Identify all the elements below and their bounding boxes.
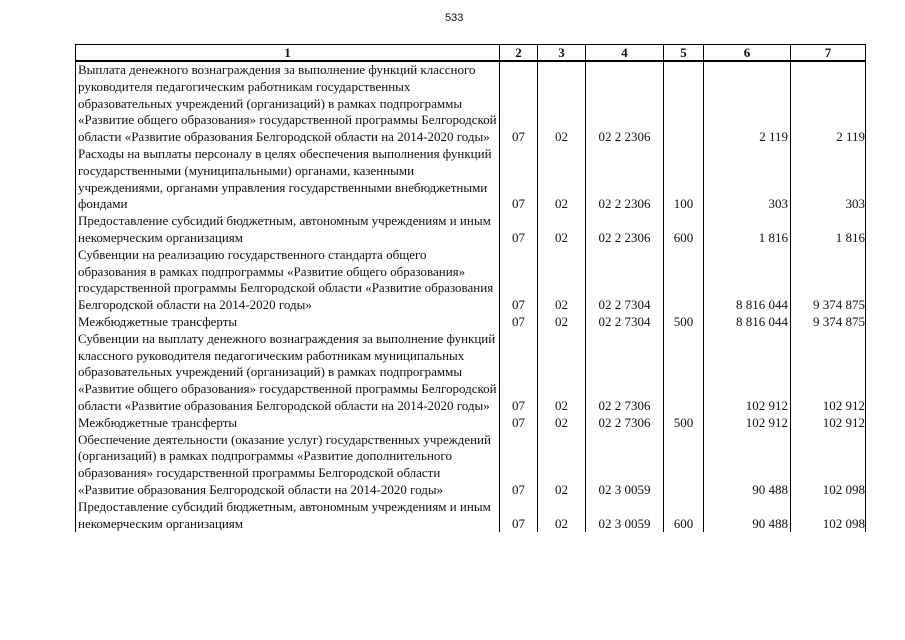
table-row — [76, 247, 866, 314]
row-name: Межбюджетные трансферты — [76, 415, 500, 432]
row-subsection: 02 — [538, 61, 586, 146]
row-target-code: 02 2 2306 — [586, 146, 664, 213]
row-target-code: 02 3 0059 — [586, 432, 664, 499]
row-amount-2: 102 098 — [791, 499, 866, 533]
row-section: 07 — [500, 146, 538, 213]
row-amount-2: 9 374 875 — [791, 247, 866, 314]
row-expense-type: 500 — [664, 314, 704, 331]
row-expense-type — [664, 247, 704, 314]
row-name: Субвенции на реализацию государственного стандарта общего образования в рамках подпрограммы «Развитие общего образования» государственной программы Белгородской области «Развитие образования Белгородской области на 2014-2020 годы» — [76, 247, 500, 314]
row-name: Обеспечение деятельности (оказание услуг) государственных учреждений (организаций) в рамках подпрограммы «Развитие дополнительного образования» государственной программы Белгородской области «Развитие образования Белгородской области на 2014-2020 годы» — [76, 432, 500, 499]
row-amount-1: 2 119 — [704, 61, 791, 146]
row-amount-1: 90 488 — [704, 432, 791, 499]
row-subsection: 02 — [538, 213, 586, 247]
table-row — [76, 415, 866, 432]
row-amount-1: 8 816 044 — [704, 247, 791, 314]
row-name: Выплата денежного вознаграждения за выполнение функций классного руководителя педагогическим работникам государственных образовательных учреждений (организаций) в рамках подпрограммы «Развитие общего образования» государственной программы Белгородской области «Развитие образования Белгородской области на 2014-2020 годы» — [76, 61, 500, 146]
row-amount-2: 1 816 — [791, 213, 866, 247]
row-amount-2: 303 — [791, 146, 866, 213]
row-expense-type: 600 — [664, 213, 704, 247]
row-amount-1: 303 — [704, 146, 791, 213]
row-amount-2: 102 912 — [791, 415, 866, 432]
row-section: 07 — [500, 415, 538, 432]
row-target-code: 02 2 7304 — [586, 314, 664, 331]
row-target-code: 02 2 2306 — [586, 213, 664, 247]
row-subsection: 02 — [538, 146, 586, 213]
row-subsection: 02 — [538, 331, 586, 415]
table-row — [76, 499, 866, 533]
row-section: 07 — [500, 331, 538, 415]
row-name: Межбюджетные трансферты — [76, 314, 500, 331]
row-expense-type — [664, 61, 704, 146]
row-section: 07 — [500, 247, 538, 314]
row-expense-type — [664, 432, 704, 499]
row-subsection: 02 — [538, 314, 586, 331]
table-row — [76, 61, 866, 146]
row-section: 07 — [500, 213, 538, 247]
page-number: 533 — [445, 12, 464, 24]
table-row — [76, 432, 866, 499]
row-section: 07 — [500, 314, 538, 331]
header-col-7: 7 — [791, 45, 866, 62]
row-section: 07 — [500, 432, 538, 499]
row-name: Предоставление субсидий бюджетным, автономным учреждениям и иным некомерческим организациям — [76, 499, 500, 533]
row-section: 07 — [500, 61, 538, 146]
row-subsection: 02 — [538, 247, 586, 314]
row-subsection: 02 — [538, 415, 586, 432]
row-expense-type: 100 — [664, 146, 704, 213]
row-amount-1: 1 816 — [704, 213, 791, 247]
row-amount-1: 8 816 044 — [704, 314, 791, 331]
row-expense-type — [664, 331, 704, 415]
header-col-6: 6 — [704, 45, 791, 62]
row-subsection: 02 — [538, 432, 586, 499]
row-amount-1: 90 488 — [704, 499, 791, 533]
row-amount-2: 102 912 — [791, 331, 866, 415]
table-row — [76, 331, 866, 415]
row-amount-2: 102 098 — [791, 432, 866, 499]
table-header-row — [76, 45, 866, 62]
row-name: Расходы на выплаты персоналу в целях обеспечения выполнения функций государственными (муниципальными) органами, казенными учреждениями, органами управления государственными внебюджетными фондами — [76, 146, 500, 213]
header-col-3: 3 — [538, 45, 586, 62]
row-target-code: 02 3 0059 — [586, 499, 664, 533]
header-col-1: 1 — [76, 45, 500, 62]
row-subsection: 02 — [538, 499, 586, 533]
row-amount-2: 2 119 — [791, 61, 866, 146]
row-target-code: 02 2 2306 — [586, 61, 664, 146]
header-col-5: 5 — [664, 45, 704, 62]
row-section: 07 — [500, 499, 538, 533]
row-expense-type: 600 — [664, 499, 704, 533]
row-amount-1: 102 912 — [704, 331, 791, 415]
table-row — [76, 146, 866, 213]
row-name: Субвенции на выплату денежного вознаграждения за выполнение функций классного руководителя педагогическим работникам муниципальных образовательных учреждений (организаций) в рамках подпрограммы «Развитие общего образования» государственной программы Белгородской области «Развитие образования Белгородской области на 2014-2020 годы» — [76, 331, 500, 415]
header-col-2: 2 — [500, 45, 538, 62]
row-amount-2: 9 374 875 — [791, 314, 866, 331]
row-amount-1: 102 912 — [704, 415, 791, 432]
row-name: Предоставление субсидий бюджетным, автономным учреждениям и иным некомерческим организациям — [76, 213, 500, 247]
table-row — [76, 213, 866, 247]
row-target-code: 02 2 7306 — [586, 415, 664, 432]
row-target-code: 02 2 7304 — [586, 247, 664, 314]
table-row — [76, 314, 866, 331]
row-expense-type: 500 — [664, 415, 704, 432]
row-target-code: 02 2 7306 — [586, 331, 664, 415]
budget-table — [75, 44, 866, 532]
header-col-4: 4 — [586, 45, 664, 62]
